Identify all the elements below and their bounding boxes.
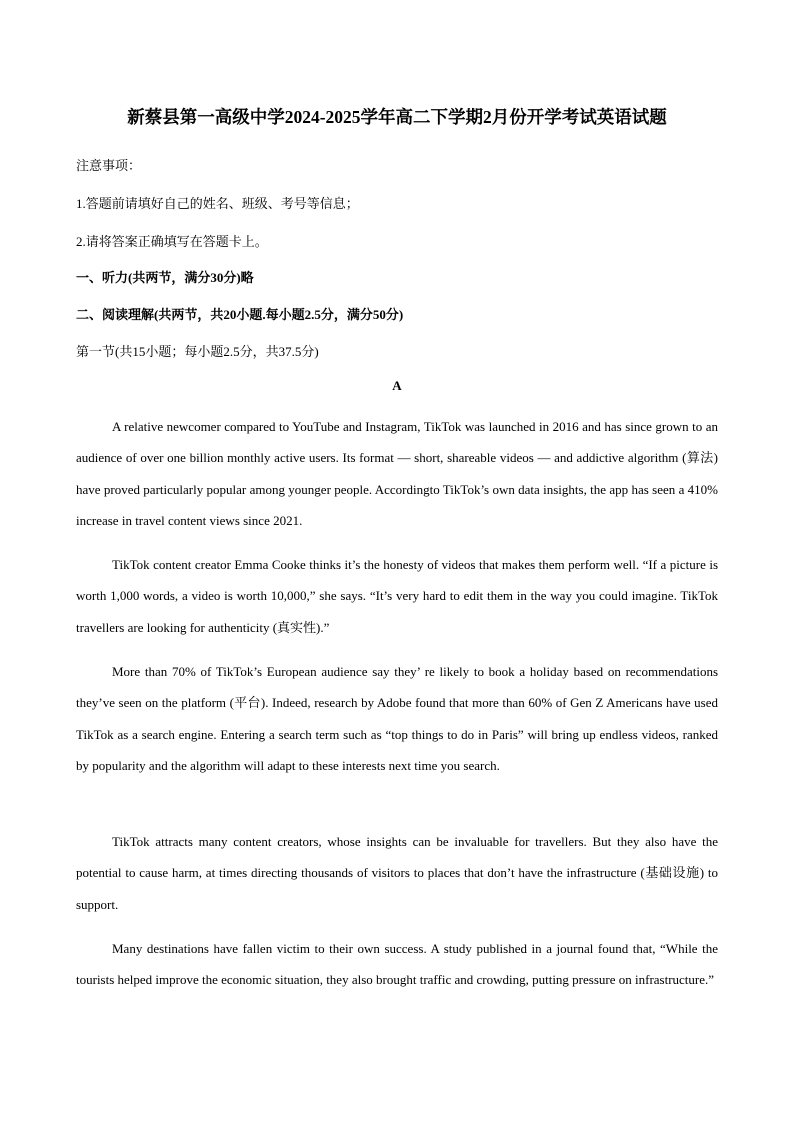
passage-paragraph-4: TikTok attracts many content creators, whose insights can be invaluable for travellers. But they also have the potential to cause harm, at times directing thousands of visitors to places that don’t have the infrastructure (基础设施) to support.	[76, 834, 718, 912]
document-title: 新蔡县第一高级中学2024-2025学年高二下学期2月份开学考试英语试题	[127, 107, 667, 127]
notice-item-1: 1.答题前请填好自己的姓名、班级、考号等信息；	[76, 196, 359, 211]
section-one-heading: 第一节(共15小题；每小题2.5分，共37.5分)	[76, 344, 319, 359]
passage-paragraph-1: A relative newcomer compared to YouTube and Instagram, TikTok was launched in 2016 and has since grown to an audience of over one billion monthly active users. Its format — short, shareable videos — and addictive algorithm (算法) have proved particularly popular among younger people. Accordingto TikTok’s own data insights, the app has seen a 410% increase in travel content views since 2021.	[76, 419, 718, 528]
passage-paragraph-5: Many destinations have fallen victim to their own success. A study published in a journal found that, “While the tourists helped improve the economic situation, they also brought traffic and crowding, putting pressure on infrastructure.”	[76, 941, 718, 988]
passage-letter: A	[392, 378, 402, 393]
exam-page	[76, 0, 718, 1123]
passage-paragraph-3: More than 70% of TikTok’s European audience say they’ re likely to book a holiday based on recommendations they’ve seen on the platform (平台). Indeed, research by Adobe found that more than 60% of Gen Z Americans have used TikTok as a search engine. Entering a search term such as “top things to do in Paris” will bring up endless videos, ranked by popularity and the algorithm will adapt to these interests next time you search.	[76, 664, 718, 773]
notice-item-2: 2.请将答案正确填写在答题卡上。	[76, 234, 268, 249]
passage-paragraph-2: TikTok content creator Emma Cooke thinks it’s the honesty of videos that makes them perform well. “If a picture is worth 1,000 words, a video is worth 10,000,” she says. “It’s very hard to edit them in the way you could imagine. TikTok travellers are looking for authenticity (真实性).”	[76, 557, 718, 635]
notice-heading: 注意事项：	[76, 158, 142, 173]
part-listening-heading: 一、听力(共两节，满分30分)略	[76, 270, 254, 285]
part-reading-heading: 二、阅读理解(共两节，共20小题.每小题2.5分，满分50分)	[76, 307, 404, 322]
